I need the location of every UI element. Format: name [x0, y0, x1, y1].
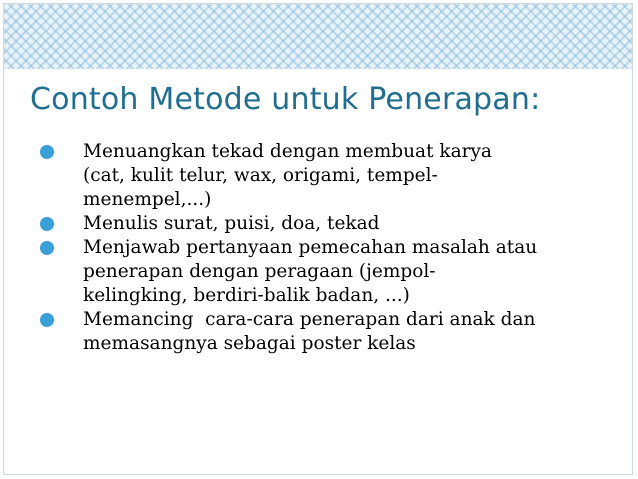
bullet-item-3: [0, 236, 603, 308]
bullet-dot-icon: [40, 145, 54, 159]
bullet-line: memasangnya sebagai poster kelas: [83, 333, 416, 354]
bullet-dot-icon: [40, 313, 54, 327]
bullet-dot-icon: [40, 217, 54, 231]
bullet-line: menempel,...): [83, 189, 212, 210]
bullet-line: Menjawab pertanyaan pemecahan masalah atau: [83, 237, 538, 258]
bullet-item-4: [0, 308, 603, 356]
bullet-line: penerapan dengan peragaan (jempol-: [83, 261, 436, 282]
bullet-dot-icon: [40, 241, 54, 255]
bullet-item-2: [0, 212, 603, 236]
bullet-line: kelingking, berdiri-balik badan, ...): [83, 285, 410, 306]
bullet-line: Menuangkan tekad dengan membuat karya: [83, 141, 492, 162]
bullet-list: [0, 140, 638, 356]
bullet-line: (cat, kulit telur, wax, origami, tempel-: [83, 165, 438, 186]
slide-title: Contoh Metode untuk Penerapan:: [30, 82, 541, 117]
bullet-line: Memancing cara-cara penerapan dari anak dan: [83, 309, 536, 330]
bullet-item-1: [0, 140, 603, 212]
bullet-line: Menulis surat, puisi, doa, tekad: [83, 213, 380, 234]
